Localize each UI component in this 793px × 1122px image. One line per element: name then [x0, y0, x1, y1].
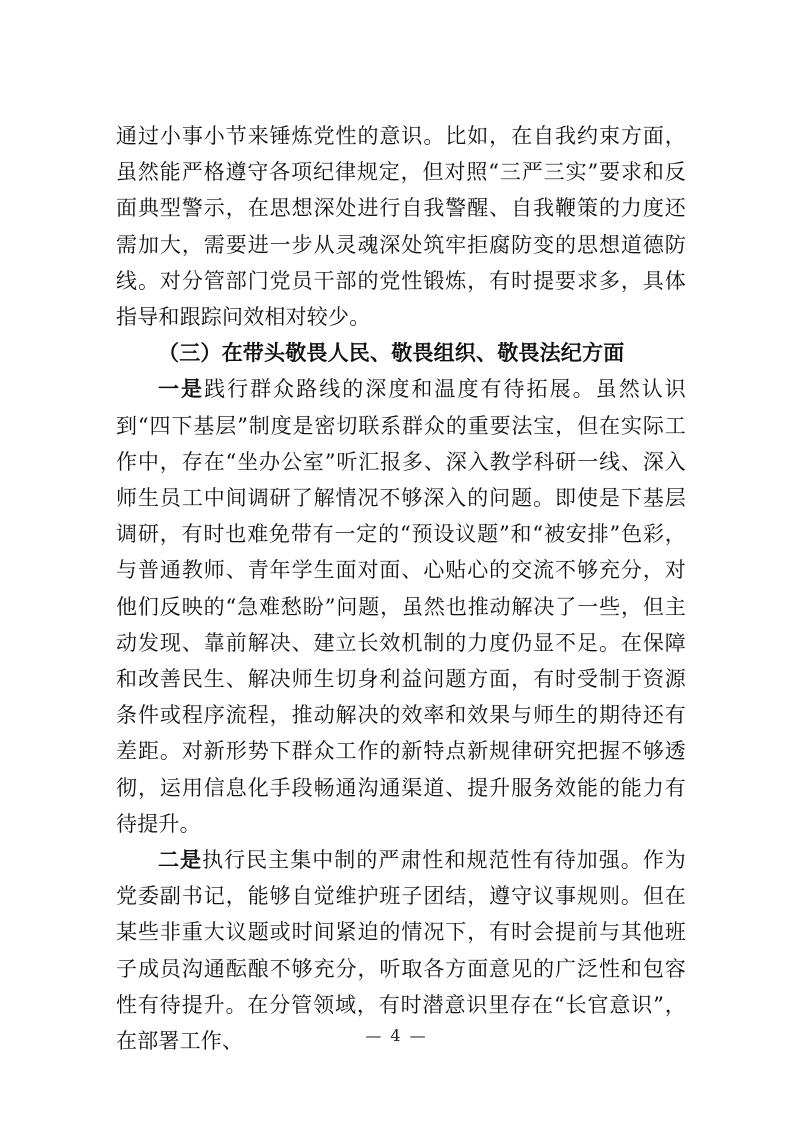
page-number: — 4 — [365, 1026, 428, 1045]
continuation-paragraph: 通过小事小节来锤炼党性的意识。比如，在自我约束方面，虽然能严格遵守各项纪律规定，但对照“三严三实”要求和反面典型警示，在思想深处进行自我警醒、自我鞭策的力度还需加大，需要进一步从灵魂深处筑牢拒腐防变的思想道德防线。对分管部门党员干部的党性锻炼，有时提要求多，具体指导和跟踪问效相对较少。 [116, 124, 686, 330]
section-heading: （三）在带头敬畏人民、敬畏组织、敬畏法纪方面 [158, 340, 625, 366]
point-one-text: 践行群众路线的深度和温度有待拓展。虽然认识到“四下基层”制度是密切联系群众的重要法宝，但在实际工作中，存在“坐办公室”听汇报多、深入教学科研一线、深入师生员工中间调研了解情况不够深入的问题。即使是下基层调研，有时也难免带有一定的“预设议题”和“被安排”色彩，与普通教师、青年学生面对面、心贴心的交流不够充分，对他们反映的“急难愁盼”问题，虽然也推动解决了一些，但主动发现、靠前解决、建立长效机制的力度仍显不足。在保障和改善民生、解决师生切身利益问题方面，有时受制于资源条件或程序流程，推动解决的效率和效果与师生的期待还有差距。对新形势下群众工作的新特点新规律研究把握不够透彻，运用信息化手段畅通沟通渠道、提升服务效能的能力有待提升。 [116, 377, 686, 836]
point-two-lead: 二是 [158, 847, 203, 873]
paragraph-point-one [116, 371, 686, 842]
point-one-lead: 一是 [158, 376, 205, 402]
point-two-text: 执行民主集中制的严肃性和规范性有待加强。作为党委副书记，能够自觉维护班子团结，遵守议事规则。但在某些非重大议题或时间紧迫的情况下，有时会提前与其他班子成员沟通酝酿不够充分，听取各方面意见的广泛性和包容性有待提升。在分管领域，有时潜意识里存在“长官意识”，在部署工作、 [116, 848, 686, 1054]
document-body [116, 118, 686, 1059]
